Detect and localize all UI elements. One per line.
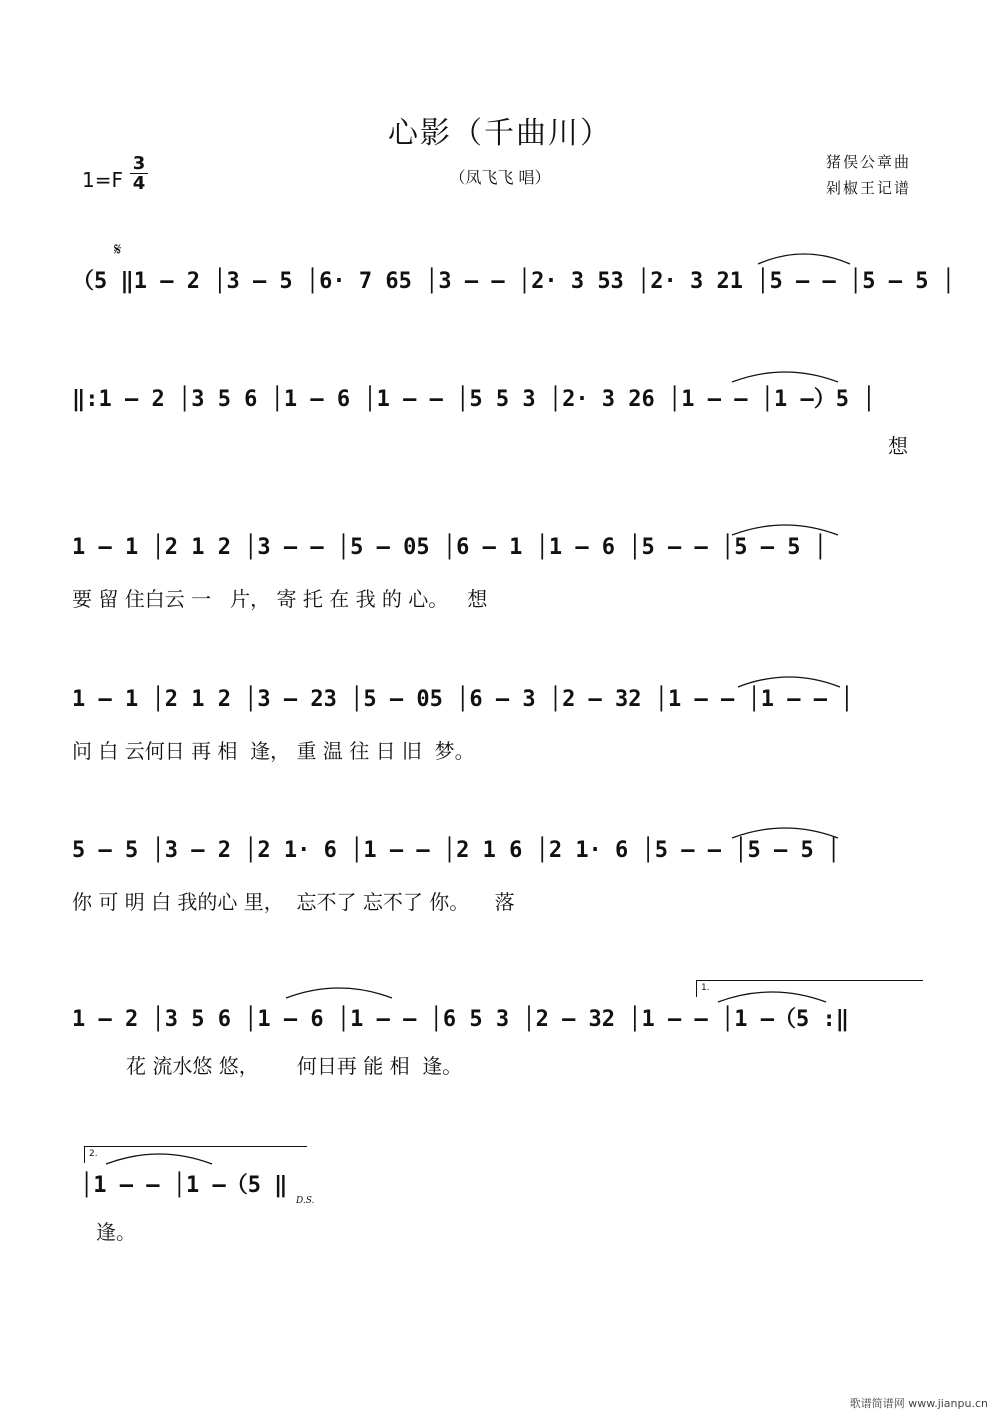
tie-slur <box>730 368 840 384</box>
score-row-7 <box>0 1149 1000 1244</box>
tie-slur <box>730 521 840 537</box>
notes-row-5: 5 – 5 │3 – 2 │2 1· 6 │1 – – │2 1 6 │2 1· 6 │5 – – │5 – 5 │ <box>72 838 841 863</box>
key-signature: 1=F <box>82 168 123 192</box>
composer-credit: 猪俣公章曲 <box>826 153 912 171</box>
notes-row-4: 1 – 1 │2 1 2 │3 – 23 │5 – 05 │6 – 3 │2 – 32 │1 – – │1 – – │ <box>72 687 854 712</box>
score-row-6 <box>0 983 1000 1078</box>
tie-slur <box>730 824 840 840</box>
time-signature <box>130 154 148 193</box>
volta-1 <box>696 980 923 997</box>
score-row-1 <box>0 264 1000 334</box>
tie-slur <box>736 673 842 689</box>
lyrics-row-6: 花 流水悠 悠， 何日再 能 相 逢。 <box>126 1054 463 1078</box>
segno-icon: 𝄋 <box>114 240 122 260</box>
volta-2 <box>84 1146 307 1163</box>
singer-credit: （凤飞飞 唱） <box>449 168 551 187</box>
lyrics-row-7: 逢。 <box>96 1220 136 1244</box>
lyrics-row-4: 问 白 云何日 再 相 逢， 重 温 往 日 旧 梦。 <box>72 739 475 763</box>
tie-slur <box>284 984 394 1000</box>
lyrics-row-3: 要 留 住白云 一 片， 寄 托 在 我 的 心。 想 <box>72 587 488 611</box>
notes-row-2: ‖:1 – 2 │3 5 6 │1 – 6 │1 – – │5 5 3 │2· 3 26 │1 – – │1 –）5 │ <box>72 387 876 412</box>
lyrics-row-2: 想 <box>888 434 908 458</box>
notes-row-3: 1 – 1 │2 1 2 │3 – – │5 – 05 │6 – 1 │1 – 6 │5 – – │5 – 5 │ <box>72 535 827 560</box>
score-row-5 <box>0 838 1000 914</box>
tie-slur <box>756 250 852 266</box>
notes-row-6: 1 – 2 │3 5 6 │1 – 6 │1 – – │6 5 3 │2 – 32 │1 – – │1 –（5 :‖ <box>72 1007 849 1032</box>
page-title: 心影（千曲川） <box>388 116 612 151</box>
footer-watermark: 歌谱简谱网 www.jianpu.cn <box>849 1397 988 1410</box>
lyrics-row-5: 你 可 明 白 我的心 里， 忘不了 忘不了 你。 落 <box>72 890 515 914</box>
time-sig-bottom: 4 <box>132 173 146 194</box>
notes-row-1: （5 ‖1 – 2 │3 – 5 │6· 7 65 │3 – – │2· 3 53 │2· 3 21 │5 – – │5 – 5 │ <box>72 269 955 294</box>
score-row-2 <box>0 382 1000 458</box>
score-row-3 <box>0 535 1000 611</box>
dal-segno-mark: D.S. <box>296 1196 315 1206</box>
volta-1-label: 1. <box>701 983 710 993</box>
notes-row-7: │1 – – │1 –（5 ‖ <box>80 1173 288 1198</box>
transcriber-credit: 剁椒王记谱 <box>826 179 912 197</box>
volta-2-label: 2. <box>89 1149 98 1159</box>
time-sig-top: 3 <box>132 153 146 174</box>
score-row-4 <box>0 687 1000 763</box>
